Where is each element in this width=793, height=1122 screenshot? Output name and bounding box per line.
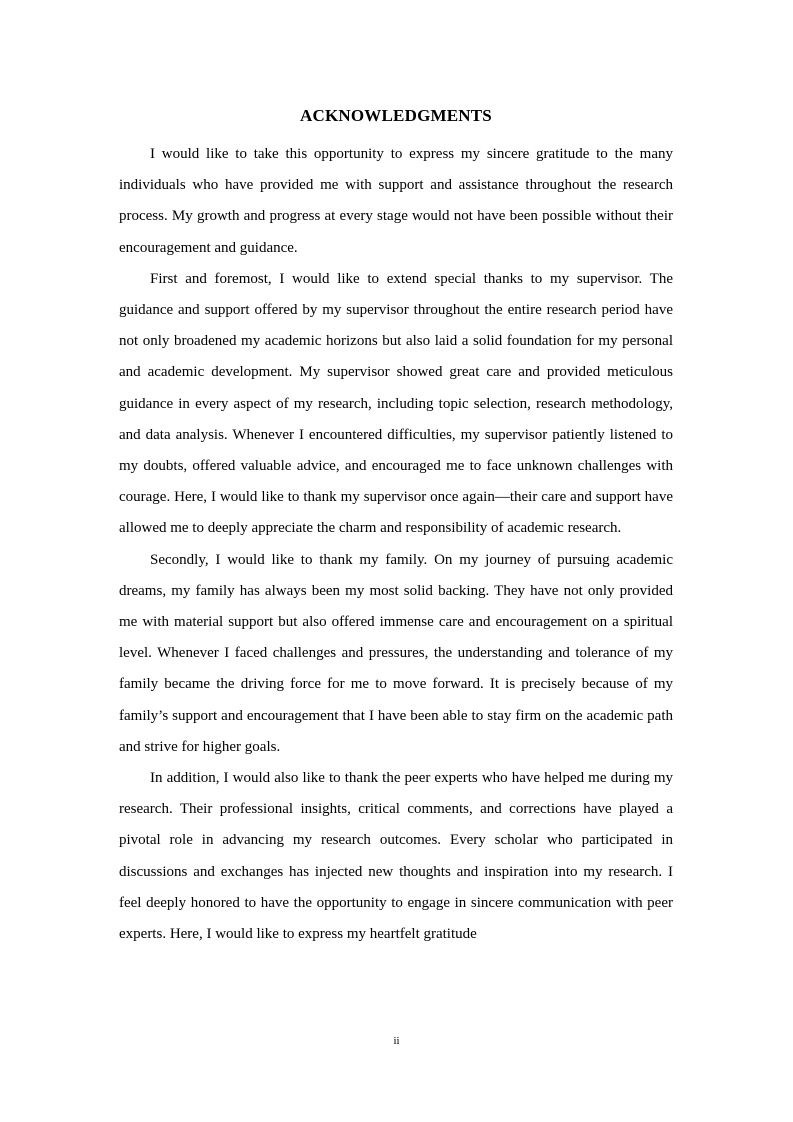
paragraph-supervisor: First and foremost, I would like to extend special thanks to my supervisor. The guidance and support offered by my supervisor throughout the entire research period have not only broadened my academic horizons but also laid a solid foundation for my personal and academic development. My supervisor showed great care and provided meticulous guidance in every aspect of my research, including topic selection, research methodology, and data analysis. Whenever I encountered difficulties, my supervisor patiently listened to my doubts, offered valuable advice, and encouraged me to face unknown challenges with courage. Here, I would like to thank my supervisor once again—their care and support have allowed me to deeply appreciate the charm and responsibility of academic research. — [119, 270, 673, 537]
page-title: ACKNOWLEDGMENTS — [300, 106, 492, 125]
paragraph-peer-experts: In addition, I would also like to thank the peer experts who have helped me during my research. Their professional insights, critical comments, and corrections have played a pivotal role in advancing my research outcomes. Every scholar who participated in discussions and exchanges has injected new thoughts and inspiration into my research. I feel deeply honored to have the opportunity to engage in sincere communication with peer experts. Here, I would like to express my heartfelt gratitude — [119, 770, 673, 943]
body-text — [119, 139, 673, 950]
paragraph-intro: I would like to take this opportunity to express my sincere gratitude to the many individuals who have provided me with support and assistance throughout the research process. My growth and progress at every stage would not have been possible without their encouragement and guidance. — [119, 146, 673, 256]
paragraph-family: Secondly, I would like to thank my family. On my journey of pursuing academic dreams, my family has always been my most solid backing. They have not only provided me with material support but also offered immense care and encouragement on a spiritual level. Whenever I faced challenges and pressures, the understanding and tolerance of my family became the driving force for me to move forward. It is precisely because of my family’s support and encouragement that I have been able to stay firm on the academic path and strive for higher goals. — [119, 551, 673, 755]
page-number: ii — [393, 1035, 400, 1047]
